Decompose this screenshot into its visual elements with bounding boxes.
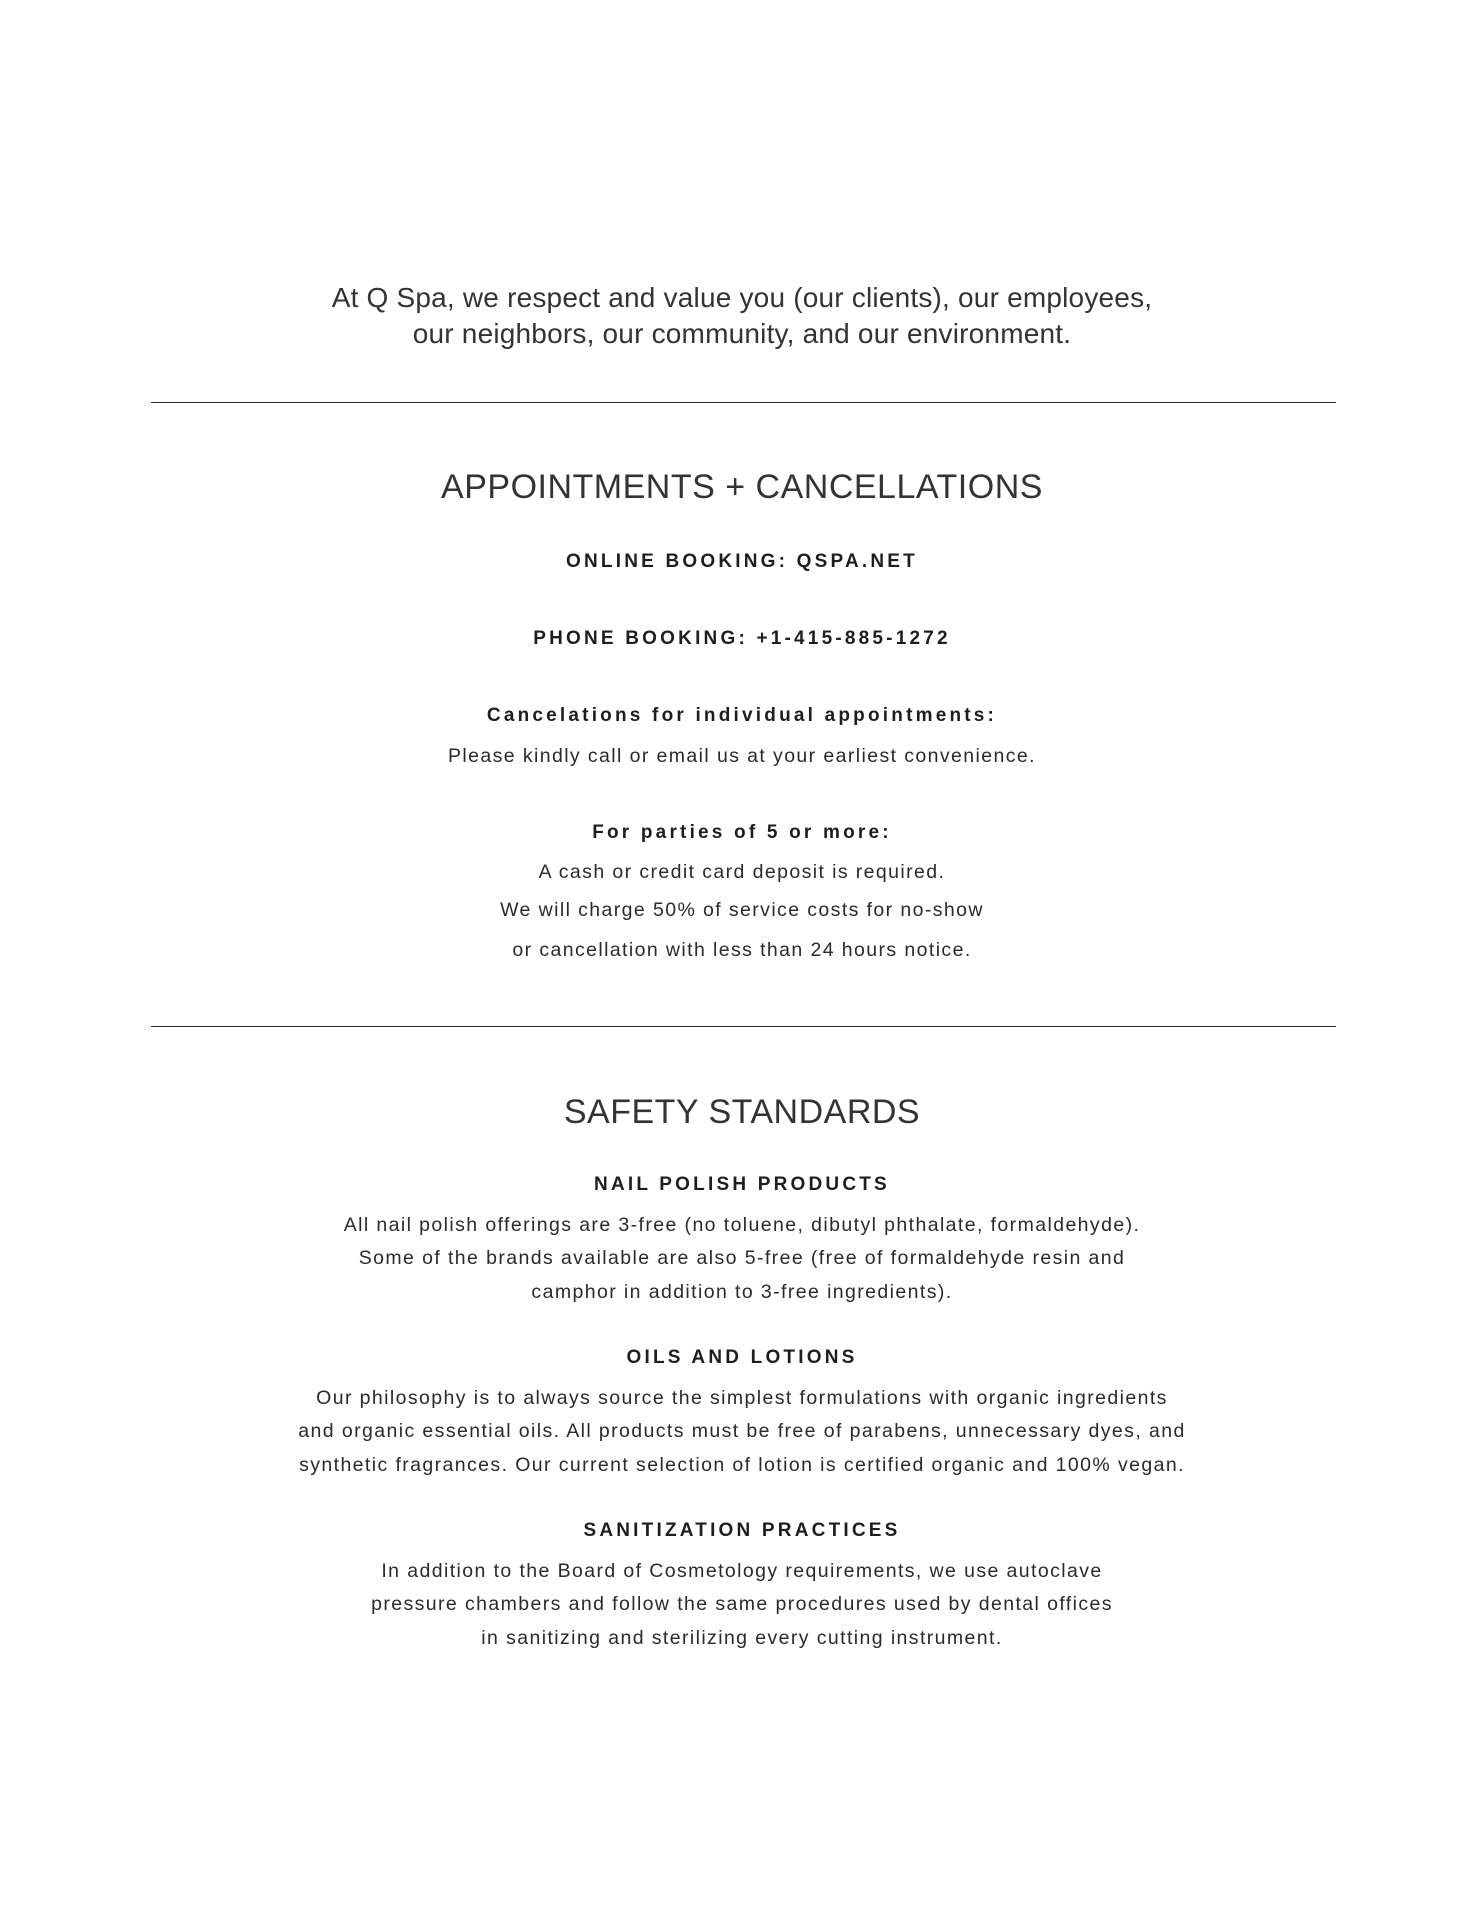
nail-polish-text: Some of the brands available are also 5-free (free of formaldehyde resin and [358, 1247, 1126, 1269]
parties-text: or cancellation with less than 24 hours notice. [512, 939, 972, 961]
oils-text: Our philosophy is to always source the simplest formulations with organic ingredients [316, 1387, 1168, 1409]
oils-title: OILS AND LOTIONS [626, 1347, 858, 1368]
phone-booking[interactable]: PHONE BOOKING: +1-415-885-1272 [533, 628, 951, 649]
individual-cancel-label: Cancelations for individual appointments: [486, 705, 998, 726]
sanitization-text: In addition to the Board of Cosmetology requirements, we use autoclave [381, 1560, 1103, 1582]
nail-polish-text: All nail polish offerings are 3-free (no toluene, dibutyl phthalate, formaldehyde). [343, 1214, 1141, 1236]
sanitization-title: SANITIZATION PRACTICES [583, 1520, 901, 1541]
sanitization-text: pressure chambers and follow the same procedures used by dental offices [371, 1593, 1113, 1615]
divider [151, 1026, 1336, 1027]
parties-text: We will charge 50% of service costs for no-show [500, 899, 984, 921]
oils-text: synthetic fragrances. Our current selection of lotion is certified organic and 100% vegan. [299, 1454, 1185, 1476]
sanitization-text: in sanitizing and sterilizing every cutting instrument. [481, 1627, 1003, 1649]
nail-polish-text: camphor in addition to 3-free ingredients). [531, 1281, 953, 1303]
divider [151, 402, 1336, 403]
oils-text: and organic essential oils. All products must be free of parabens, unnecessary dyes, and [298, 1420, 1186, 1442]
appointments-heading: APPOINTMENTS + CANCELLATIONS [441, 468, 1043, 506]
safety-heading: SAFETY STANDARDS [563, 1093, 921, 1131]
online-booking[interactable]: ONLINE BOOKING: QSPA.NET [566, 551, 918, 572]
parties-text: A cash or credit card deposit is required. [538, 861, 946, 883]
intro-line-1: At Q Spa, we respect and value you (our clients), our employees, [331, 282, 1153, 313]
individual-cancel-text: Please kindly call or email us at your earliest convenience. [447, 745, 1036, 767]
parties-label: For parties of 5 or more: [592, 822, 892, 843]
intro-line-2: our neighbors, our community, and our environment. [412, 318, 1072, 349]
nail-polish-title: NAIL POLISH PRODUCTS [594, 1174, 890, 1195]
